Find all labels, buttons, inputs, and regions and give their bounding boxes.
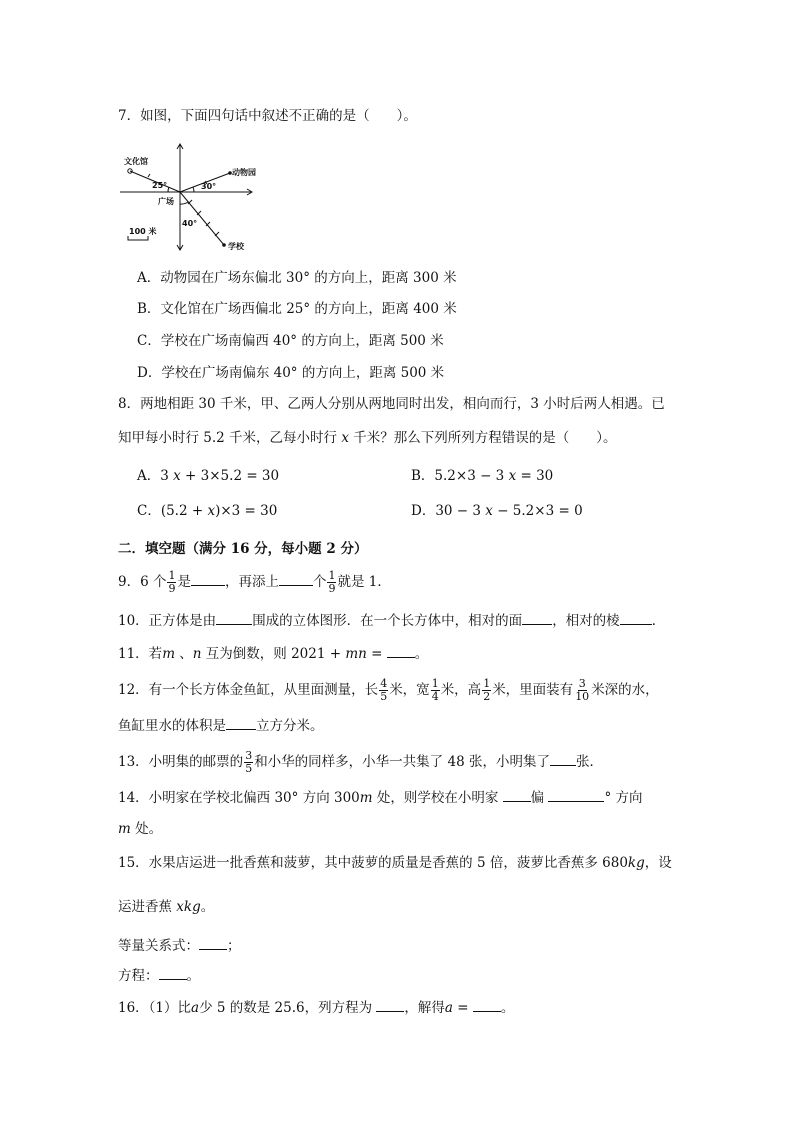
- q10-text-1: 10．正方体是由: [118, 613, 217, 629]
- q16: [118, 997, 514, 1018]
- q15-line1-text-a: 15．水果店运进一批香蕉和菠萝，其中菠萝的质量是香蕉的 5 倍，菠萝比香蕉多 680: [118, 855, 628, 871]
- q12-fraction-width: [431, 678, 440, 703]
- q9-fraction-1-num: 1: [168, 569, 176, 582]
- q10-text-4: ．: [651, 613, 666, 629]
- q8-option-b-var: x: [508, 468, 517, 484]
- q16-text-2: 少 5 的数是 25.6，列方程为: [199, 1000, 377, 1016]
- q14-line2: [118, 819, 162, 839]
- q12-fraction-length-num: 4: [380, 677, 388, 690]
- q10-blank-1[interactable]: [216, 610, 252, 625]
- q8-option-c-pre: C．(5.2 +: [137, 503, 208, 519]
- q15-equation-blank[interactable]: [159, 965, 187, 980]
- q14-text-1: 14．小明家在学校北偏西 30° 方向 300: [118, 790, 360, 806]
- q15-relation-end: ；: [227, 938, 241, 954]
- q8-option-c[interactable]: [137, 501, 277, 521]
- q9-text-5: 就是 1．: [337, 574, 391, 590]
- scale-bar: [128, 236, 148, 240]
- q12-fraction-width-num: 1: [431, 677, 439, 690]
- q16-var-a: a: [191, 1000, 200, 1016]
- q11-var-mn: mn: [345, 646, 367, 662]
- q16-text-4: =: [452, 1000, 473, 1016]
- q8-option-a-pre: A．3: [137, 468, 174, 484]
- q8-option-d-var: x: [485, 503, 493, 519]
- q12-line2-text-a: 鱼缸里水的体积是: [118, 718, 226, 734]
- q11-blank[interactable]: [387, 643, 415, 658]
- q8-option-b-post: = 30: [516, 468, 554, 484]
- q15-relation: [118, 935, 241, 956]
- q12-fraction-length-den: 5: [380, 690, 388, 703]
- q12-line2-text-b: 立方分米。: [256, 718, 324, 734]
- arc-25: [168, 187, 169, 192]
- q14-line2-text: 处。: [130, 821, 163, 837]
- q10: [118, 610, 665, 631]
- q11-text-4: =: [366, 646, 387, 662]
- xuexiao-point: [222, 243, 226, 247]
- q10-text-3: ，相对的棱: [552, 613, 620, 629]
- q15-equation-label: 方程：: [118, 968, 159, 984]
- label-angle-25: 25°: [152, 181, 168, 190]
- q14-line2-unit-m: m: [118, 821, 131, 837]
- q8-option-c-post: )×3 = 30: [215, 503, 278, 519]
- q11-text-3: 互为倒数，则 2021 +: [201, 646, 346, 662]
- q8-option-a-post: + 3×5.2 = 30: [180, 468, 280, 484]
- q12-fraction-depth-den: 10: [575, 690, 590, 703]
- q12-text-2: 米，宽: [389, 682, 430, 698]
- q12-fraction-length: [379, 678, 388, 703]
- q15-var-xkg: xkg: [176, 899, 201, 915]
- q8-line2-text-b: 千米？那么下列所列方程错误的是（ ）。: [348, 430, 617, 446]
- q12-text-1: 12．有一个长方体金鱼缸，从里面测量，长: [118, 682, 379, 698]
- q9-fraction-1-den: 9: [168, 582, 176, 595]
- arc-30: [193, 187, 194, 192]
- q12-fraction-depth: [574, 678, 590, 703]
- q13-text-3: 张．: [575, 754, 603, 770]
- q9-fraction-2-num: 1: [328, 569, 336, 582]
- q12-line1: [118, 678, 659, 703]
- q9-fraction-2: [327, 570, 336, 595]
- q8-option-a-var: x: [173, 468, 181, 484]
- q7-option-a[interactable]: A．动物园在广场东偏北 30° 的方向上，距离 300 米: [137, 270, 457, 286]
- q8-var-x: x: [341, 430, 349, 446]
- q8-line2-text-a: 知甲每小时行 5.2 千米，乙每小时行: [118, 430, 342, 446]
- q15-line2-text-a: 运进香蕉: [118, 899, 177, 915]
- q7-stem: 7．如图，下面四句话中叙述不正确的是（ ）。: [118, 108, 417, 124]
- q11-text-2: 、: [175, 646, 193, 662]
- label-guangchang: 广场: [158, 197, 174, 206]
- q7-option-d[interactable]: D．学校在广场南偏东 40° 的方向上，距离 500 米: [137, 365, 445, 381]
- q15-line1: [118, 853, 672, 873]
- q11-text-5: 。: [414, 646, 429, 662]
- q8-line2: [118, 428, 617, 448]
- q14-blank-1[interactable]: [503, 787, 531, 802]
- q11: [118, 643, 428, 664]
- q12-fraction-height-den: 2: [483, 690, 491, 703]
- q7-option-b[interactable]: B．文化馆在广场西偏北 25° 的方向上，距离 400 米: [137, 301, 457, 317]
- q12-text-3: 米，高: [440, 682, 482, 698]
- q12-line2: [118, 715, 324, 736]
- q15-equation-end: 。: [186, 968, 200, 984]
- q14-text-4: ° 方向: [604, 790, 643, 806]
- q14-text-3: 偏: [530, 790, 549, 806]
- q10-blank-2[interactable]: [522, 610, 552, 625]
- q9-fraction-1: [167, 570, 176, 595]
- q16-blank-2[interactable]: [473, 997, 501, 1012]
- q8-option-c-var: x: [207, 503, 216, 519]
- q16-blank-1[interactable]: [376, 997, 404, 1012]
- q16-text-1: 16．（1）比: [118, 1000, 192, 1016]
- label-scale: 100 米: [129, 227, 157, 236]
- label-dongwuyuan: 动物园: [232, 168, 256, 177]
- q15-relation-blank[interactable]: [199, 935, 227, 950]
- q9-text-4: 个: [312, 574, 327, 590]
- section-2-title: 二．填空题（满分 16 分，每小题 2 分）: [118, 541, 368, 557]
- q12-fraction-height-num: 1: [483, 677, 491, 690]
- q16-text-3: ，解得: [404, 1000, 445, 1016]
- q8-option-d-pre: D．30 − 3: [411, 503, 486, 519]
- q12-text-5: 米深的水，: [591, 682, 659, 698]
- q8-line1: 8．两地相距 30 千米，甲、乙两人分别从两地同时出发，相向而行，3 小时后两人相遇。已: [118, 396, 665, 412]
- q12-fraction-height: [482, 678, 491, 703]
- q7-option-c[interactable]: C．学校在广场南偏西 40° 的方向上，距离 500 米: [137, 333, 444, 349]
- q15-line2-text-b: 。: [200, 899, 215, 915]
- q15-line2: [118, 897, 214, 917]
- label-angle-30: 30°: [201, 182, 217, 191]
- q14-unit-m: m: [359, 790, 373, 806]
- q10-blank-3[interactable]: [620, 610, 652, 625]
- q11-var-n: n: [192, 646, 202, 662]
- q12-text-4: 米，里面装有: [492, 682, 574, 698]
- direction-diagram: [118, 142, 258, 254]
- label-wenhuaguan: 文化馆: [124, 157, 148, 166]
- label-angle-40: 40°: [182, 219, 198, 228]
- q12-fraction-depth-num: 3: [578, 677, 586, 690]
- q16-var-a-2: a: [444, 1000, 453, 1016]
- q13: [118, 750, 603, 775]
- q13-text-2: 和小华的同样多，小华一共集了 48 张，小明集了: [254, 754, 550, 770]
- q13-fraction: [244, 750, 253, 775]
- q9-text-3: ，再添上: [224, 574, 279, 590]
- q8-option-d[interactable]: [411, 501, 583, 521]
- q11-var-m: m: [162, 646, 175, 662]
- q8-option-b-pre: B．5.2×3 − 3: [411, 468, 509, 484]
- q12-blank[interactable]: [226, 715, 256, 730]
- q13-fraction-num: 3: [245, 749, 253, 762]
- q8-option-d-post: − 5.2×3 = 0: [492, 503, 583, 519]
- q12-fraction-width-den: 4: [431, 690, 439, 703]
- q9-text-1: 9．6 个: [118, 574, 167, 590]
- q15-equation: [118, 965, 200, 986]
- q11-text-1: 11．若: [118, 646, 163, 662]
- q15-relation-label: 等量关系式：: [118, 938, 199, 954]
- q8-option-a[interactable]: [137, 466, 279, 486]
- q9: [118, 570, 391, 595]
- arc-40: [180, 202, 188, 204]
- q9-text-2: 是: [177, 574, 191, 590]
- q9-blank-2[interactable]: [279, 571, 313, 586]
- q14-line1: [118, 787, 643, 808]
- q13-fraction-den: 5: [245, 762, 253, 775]
- label-xuexiao: 学校: [228, 242, 244, 251]
- q9-blank-1[interactable]: [191, 571, 225, 586]
- q9-fraction-2-den: 9: [328, 582, 336, 595]
- q10-text-2: 围成的立体图形．在一个长方体中，相对的面: [252, 613, 523, 629]
- q15-line1-text-b: ，设: [644, 855, 672, 871]
- q15-unit-kg: kg: [627, 855, 645, 871]
- q14-text-2: 处，则学校在小明家: [372, 790, 503, 806]
- q16-text-5: 。: [500, 1000, 515, 1016]
- q14-blank-2[interactable]: [548, 787, 604, 802]
- q13-blank[interactable]: [550, 751, 576, 766]
- q13-text-1: 13．小明集的邮票的: [118, 754, 244, 770]
- q8-option-b[interactable]: [411, 466, 553, 486]
